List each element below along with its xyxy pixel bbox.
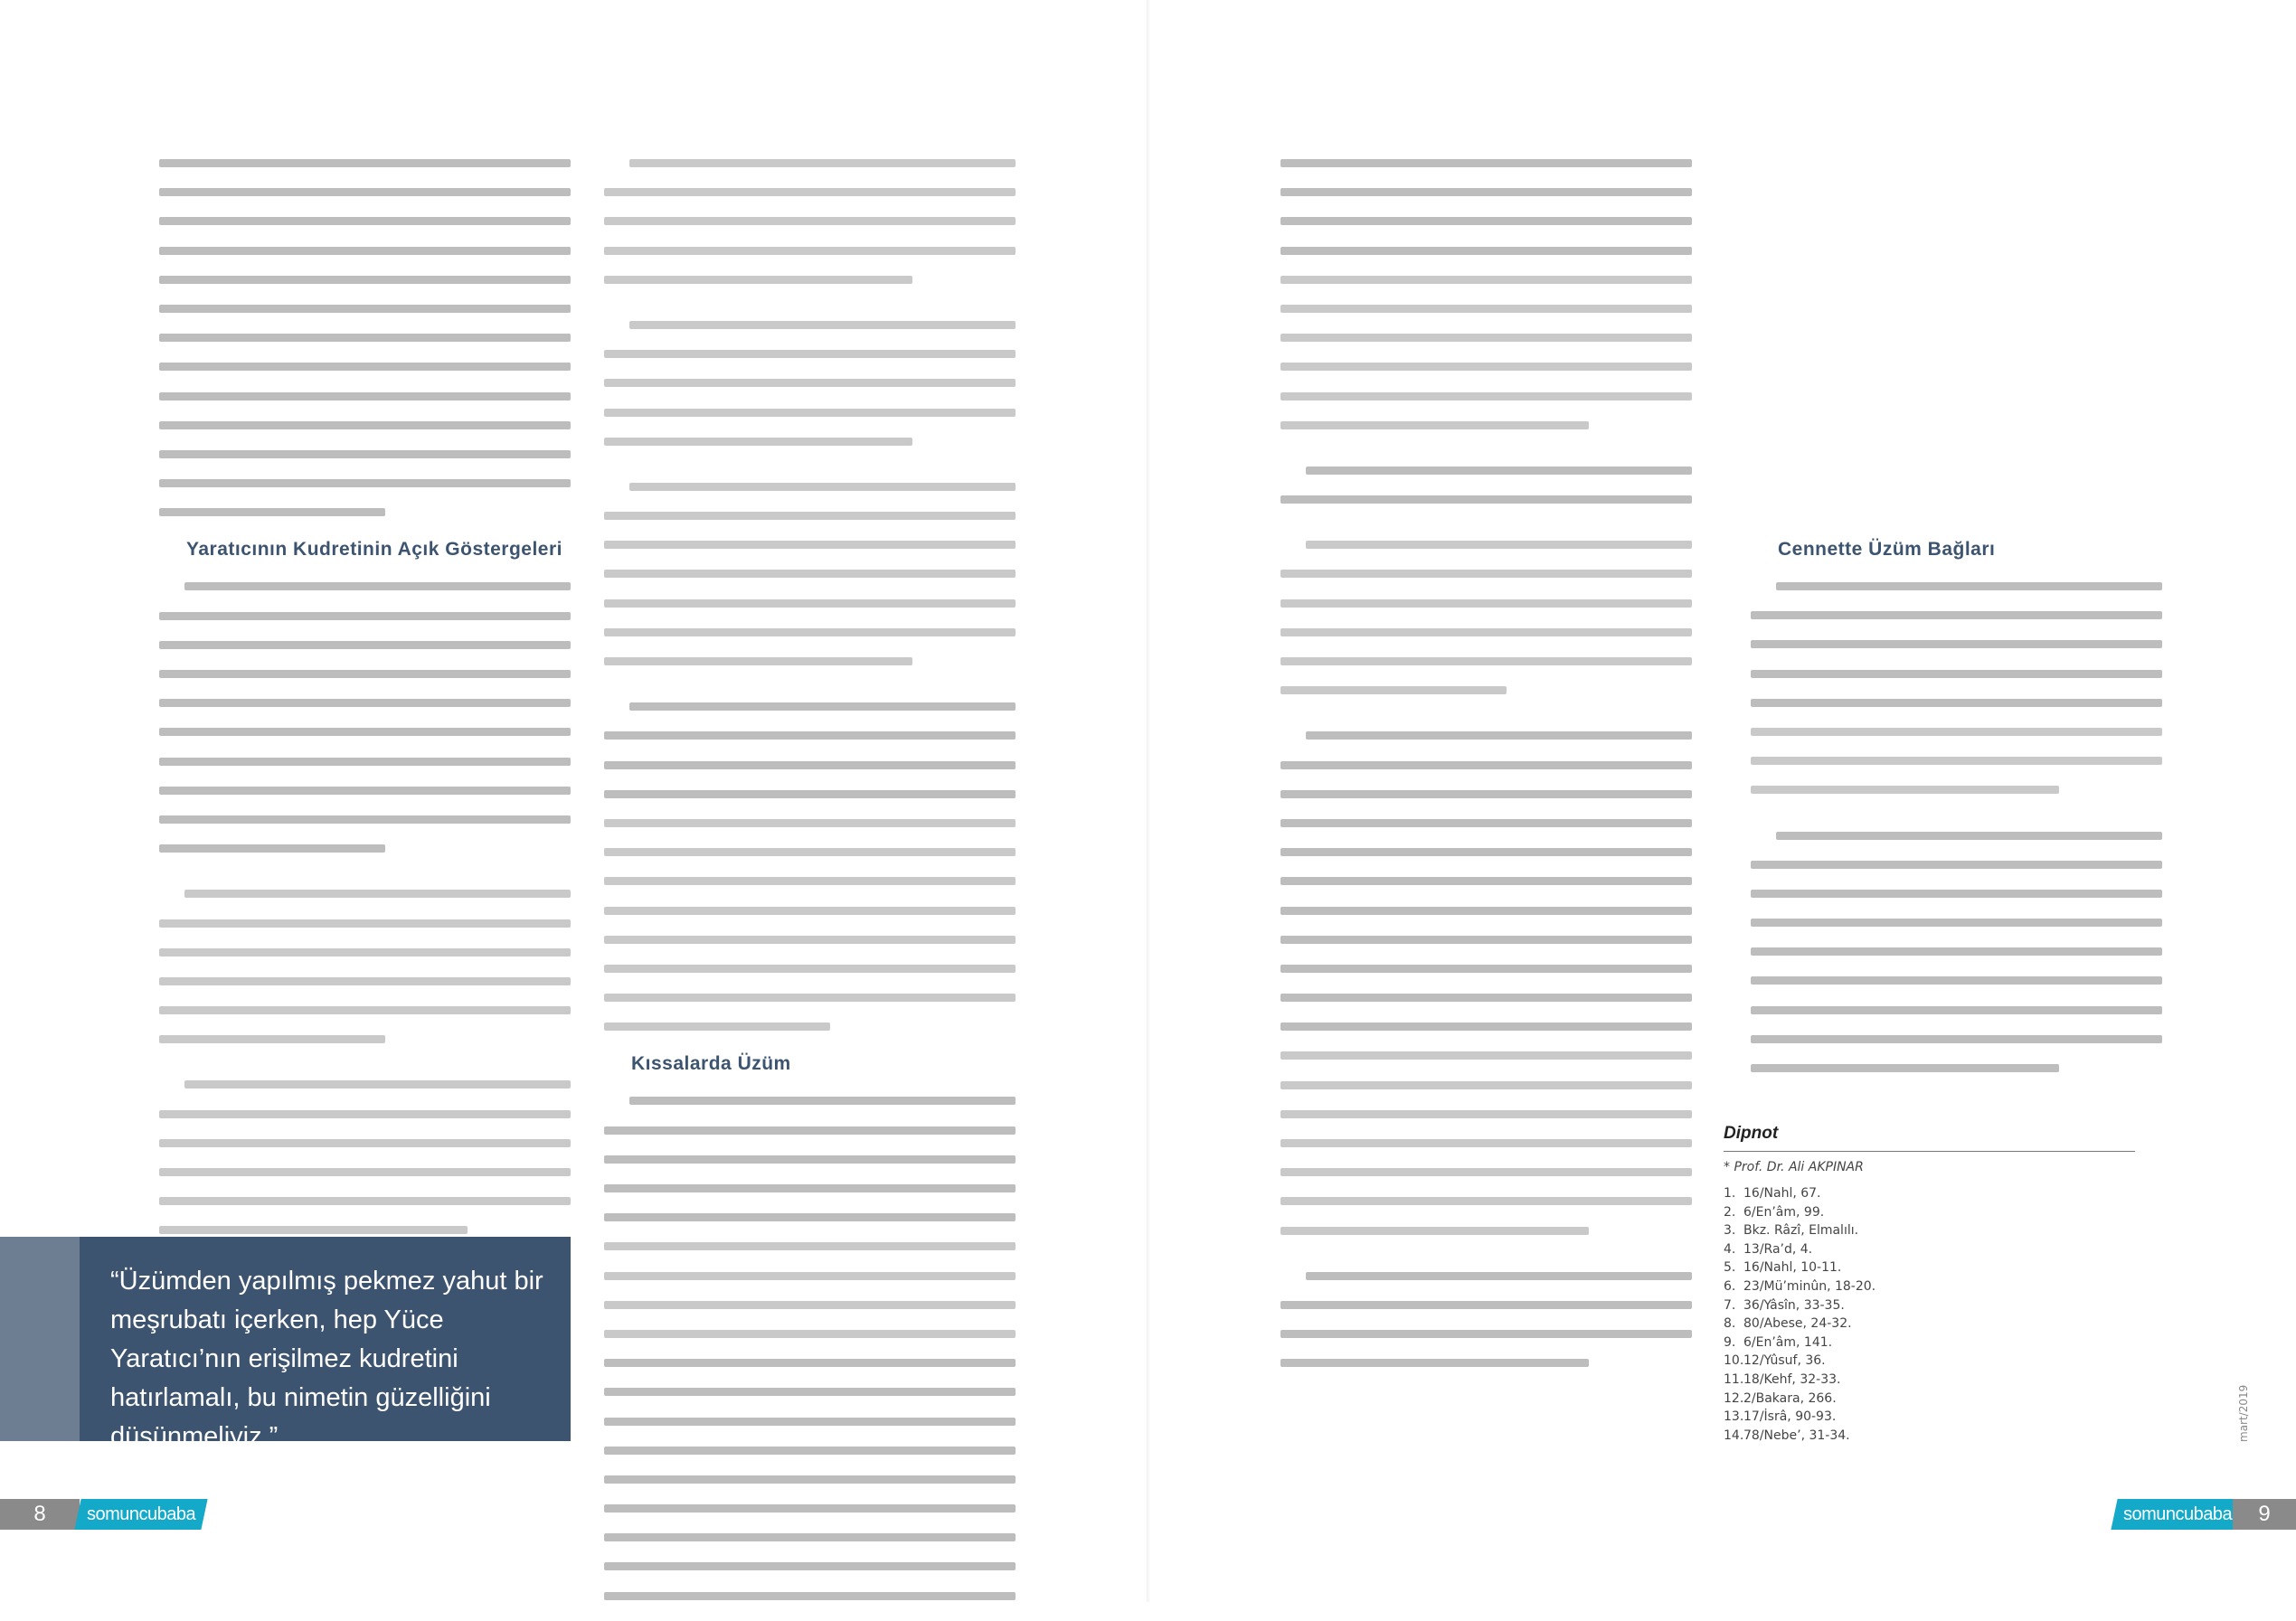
quote-line	[604, 936, 1016, 944]
footnote-item: 2. 6/En’âm, 99.	[1724, 1204, 1825, 1220]
brand-name: somuncubaba	[2123, 1504, 2233, 1524]
text-line	[1280, 965, 1692, 973]
quote-line	[184, 890, 571, 898]
quote-line	[604, 188, 1016, 196]
footnote-item: 8. 80/Abese, 24-32.	[1724, 1316, 1852, 1332]
quote-line	[159, 1110, 571, 1118]
text-line	[604, 1447, 1016, 1455]
text-line	[159, 844, 385, 853]
text-line	[604, 761, 1016, 769]
text-line	[159, 479, 571, 487]
footnote-item: 9. 6/En’âm, 141.	[1724, 1334, 1833, 1350]
page-number: 9	[2233, 1499, 2296, 1530]
text-line	[604, 731, 1016, 740]
quote-line	[604, 628, 1016, 636]
quote-line	[1751, 728, 2162, 736]
text-line	[159, 758, 571, 766]
text-line	[159, 815, 571, 824]
quote-line	[604, 438, 912, 446]
quote-line	[159, 977, 571, 985]
text-line	[159, 363, 571, 371]
text-line	[1751, 640, 2162, 648]
quote-line	[604, 512, 1016, 520]
issue-date: mart/2019	[2237, 1384, 2250, 1442]
footnote-item: 7. 36/Yâsîn, 33-35.	[1724, 1297, 1845, 1313]
author-credit: * Prof. Dr. Ali AKPINAR	[1724, 1160, 1864, 1174]
quote-line	[604, 276, 912, 284]
footnote-item: 5. 16/Nahl, 10-11.	[1724, 1260, 1842, 1276]
text-line	[1280, 188, 1692, 196]
quote-line	[604, 409, 1016, 417]
quote-line	[1280, 363, 1692, 371]
text-line	[604, 1388, 1016, 1396]
text-line	[159, 450, 571, 458]
text-line	[1751, 947, 2162, 956]
text-line	[1280, 936, 1692, 944]
quote-line	[604, 819, 1016, 827]
quote-line	[1280, 1197, 1692, 1205]
quote-line	[604, 1330, 1016, 1338]
quote-line	[159, 1035, 385, 1043]
footnotes-title: Dipnot	[1724, 1124, 1779, 1143]
quote-line	[1280, 570, 1692, 578]
right-column-2	[1751, 533, 2162, 1093]
quote-line	[1280, 657, 1692, 665]
text-line	[1751, 699, 2162, 707]
quote-line	[604, 1301, 1016, 1309]
quote-line	[1280, 1227, 1589, 1235]
text-line	[1751, 861, 2162, 869]
text-line	[1751, 919, 2162, 927]
text-line	[1751, 1035, 2162, 1043]
footnote-item: 1. 16/Nahl, 67.	[1724, 1186, 1821, 1201]
footnotes	[1724, 1124, 2135, 1445]
quote-line	[1751, 757, 2162, 765]
quote-line	[159, 1197, 571, 1205]
pull-quote: “Üzümden yapılmış pekmez yahut bir meşrubatı içerken, hep Yüce Yaratıcı’nın erişilmez kudretini hatırlamalı, bu nimetin güzelliğini düşünmeliyiz.”	[80, 1237, 571, 1441]
text-line	[1280, 495, 1692, 504]
left-column-2	[604, 159, 1016, 1621]
section-heading: Cennette Üzüm Bağları	[1778, 539, 1996, 560]
text-line	[1280, 1330, 1692, 1338]
text-line	[1751, 1006, 2162, 1014]
quote-line	[604, 907, 1016, 915]
right-column-1	[1280, 159, 1692, 1389]
quote-line	[1280, 421, 1589, 429]
text-line	[604, 1562, 1016, 1570]
footnote-item: 11. 18/Kehf, 32-33.	[1724, 1371, 1841, 1387]
text-line	[1306, 467, 1692, 475]
quote-line	[159, 948, 571, 957]
quote-line	[604, 247, 1016, 255]
quote-line	[1280, 599, 1692, 608]
text-line	[159, 612, 571, 620]
quote-line	[159, 1006, 571, 1014]
quote-line	[629, 159, 1016, 167]
quote-line	[604, 848, 1016, 856]
text-line	[159, 508, 385, 516]
text-line	[1280, 877, 1692, 885]
footnote-item: 6. 23/Mü’minûn, 18-20.	[1724, 1278, 1876, 1294]
text-line	[159, 217, 571, 225]
left-column-1	[159, 159, 571, 1256]
quote-line	[159, 1226, 468, 1234]
text-line	[1776, 832, 2162, 840]
quote-line	[1280, 686, 1507, 694]
text-line	[1280, 819, 1692, 827]
text-line	[1776, 582, 2162, 590]
text-line	[184, 582, 571, 590]
quote-line	[604, 570, 1016, 578]
text-line	[604, 1126, 1016, 1135]
footnote-item: 4. 13/Ra’d, 4.	[1724, 1241, 1813, 1257]
text-line	[159, 247, 571, 255]
quote-line	[1280, 305, 1692, 313]
right-page	[1148, 0, 2296, 1602]
quote-line	[184, 1080, 571, 1089]
quote-line	[604, 1272, 1016, 1280]
quote-line	[159, 1139, 571, 1147]
text-line	[604, 1359, 1016, 1367]
quote-line	[604, 877, 1016, 885]
text-line	[1280, 1301, 1692, 1309]
text-line	[1306, 1272, 1692, 1280]
footnotes-divider	[1724, 1151, 2135, 1152]
footnote-item: 13. 17/İsrâ, 90-93.	[1724, 1409, 1837, 1425]
text-line	[1280, 907, 1692, 915]
text-line	[1751, 890, 2162, 898]
footnote-item: 14. 78/Nebe’, 31-34.	[1724, 1428, 1850, 1443]
footnote-item: 3. Bkz. Râzî, Elmalılı.	[1724, 1223, 1859, 1239]
quote-line	[604, 350, 1016, 358]
text-line	[1751, 611, 2162, 619]
quote-line	[604, 541, 1016, 549]
text-line	[159, 305, 571, 313]
text-line	[1306, 731, 1692, 740]
pull-quote-side-bar	[0, 1237, 80, 1441]
quote-line	[1280, 1168, 1692, 1176]
text-line	[604, 1155, 1016, 1164]
quote-line	[604, 379, 1016, 387]
text-line	[159, 276, 571, 284]
text-line	[1280, 848, 1692, 856]
quote-line	[604, 1242, 1016, 1250]
quote-line	[1280, 1051, 1692, 1060]
text-line	[629, 702, 1016, 711]
text-line	[1280, 1023, 1692, 1031]
text-line	[1751, 1064, 2059, 1072]
text-line	[1280, 994, 1692, 1002]
quote-line	[159, 1168, 571, 1176]
text-line	[1280, 761, 1692, 769]
text-line	[159, 787, 571, 795]
text-line	[1280, 1359, 1589, 1367]
brand-logo	[74, 1499, 207, 1530]
quote-line	[1280, 1110, 1692, 1118]
left-page	[0, 0, 1148, 1602]
quote-line	[604, 217, 1016, 225]
text-line	[1751, 976, 2162, 985]
brand-name: somuncubaba	[87, 1504, 196, 1524]
page-number: 8	[0, 1499, 80, 1530]
text-line	[159, 334, 571, 342]
text-line	[604, 1475, 1016, 1484]
text-line	[604, 1533, 1016, 1541]
quote-line	[604, 657, 912, 665]
quote-line	[1280, 1139, 1692, 1147]
section-heading: Yaratıcının Kudretinin Açık Göstergeleri	[186, 539, 562, 561]
text-line	[159, 188, 571, 196]
text-line	[1280, 217, 1692, 225]
text-line	[159, 699, 571, 707]
text-line	[604, 1592, 1016, 1600]
text-line	[604, 1504, 1016, 1513]
text-line	[159, 159, 571, 167]
footnote-list	[1724, 1184, 2135, 1445]
text-line	[159, 421, 571, 429]
quote-line	[1280, 334, 1692, 342]
footnote-item: 10. 12/Yûsuf, 36.	[1724, 1353, 1826, 1369]
text-line	[159, 641, 571, 649]
text-line	[604, 1184, 1016, 1192]
quote-line	[604, 994, 1016, 1002]
text-line	[1280, 159, 1692, 167]
text-line	[604, 790, 1016, 798]
footnote-item: 12. 2/Bakara, 266.	[1724, 1390, 1837, 1406]
quote-line	[1751, 786, 2059, 794]
quote-line	[604, 965, 1016, 973]
text-line	[1280, 247, 1692, 255]
quote-line	[1306, 541, 1692, 549]
quote-line	[1280, 628, 1692, 636]
quote-line	[159, 919, 571, 928]
text-line	[629, 1097, 1016, 1105]
text-line	[1751, 670, 2162, 678]
text-line	[1280, 790, 1692, 798]
quote-line	[1280, 276, 1692, 284]
text-line	[604, 1418, 1016, 1426]
text-line	[159, 670, 571, 678]
quote-line	[1280, 392, 1692, 401]
quote-line	[629, 321, 1016, 329]
text-line	[159, 728, 571, 736]
text-line	[159, 392, 571, 401]
quote-line	[629, 483, 1016, 491]
quote-line	[604, 599, 1016, 608]
text-line	[604, 1213, 1016, 1221]
quote-line	[604, 1023, 830, 1031]
brand-logo	[2111, 1499, 2244, 1530]
section-heading: Kıssalarda Üzüm	[631, 1053, 791, 1075]
quote-line	[1280, 1081, 1692, 1089]
